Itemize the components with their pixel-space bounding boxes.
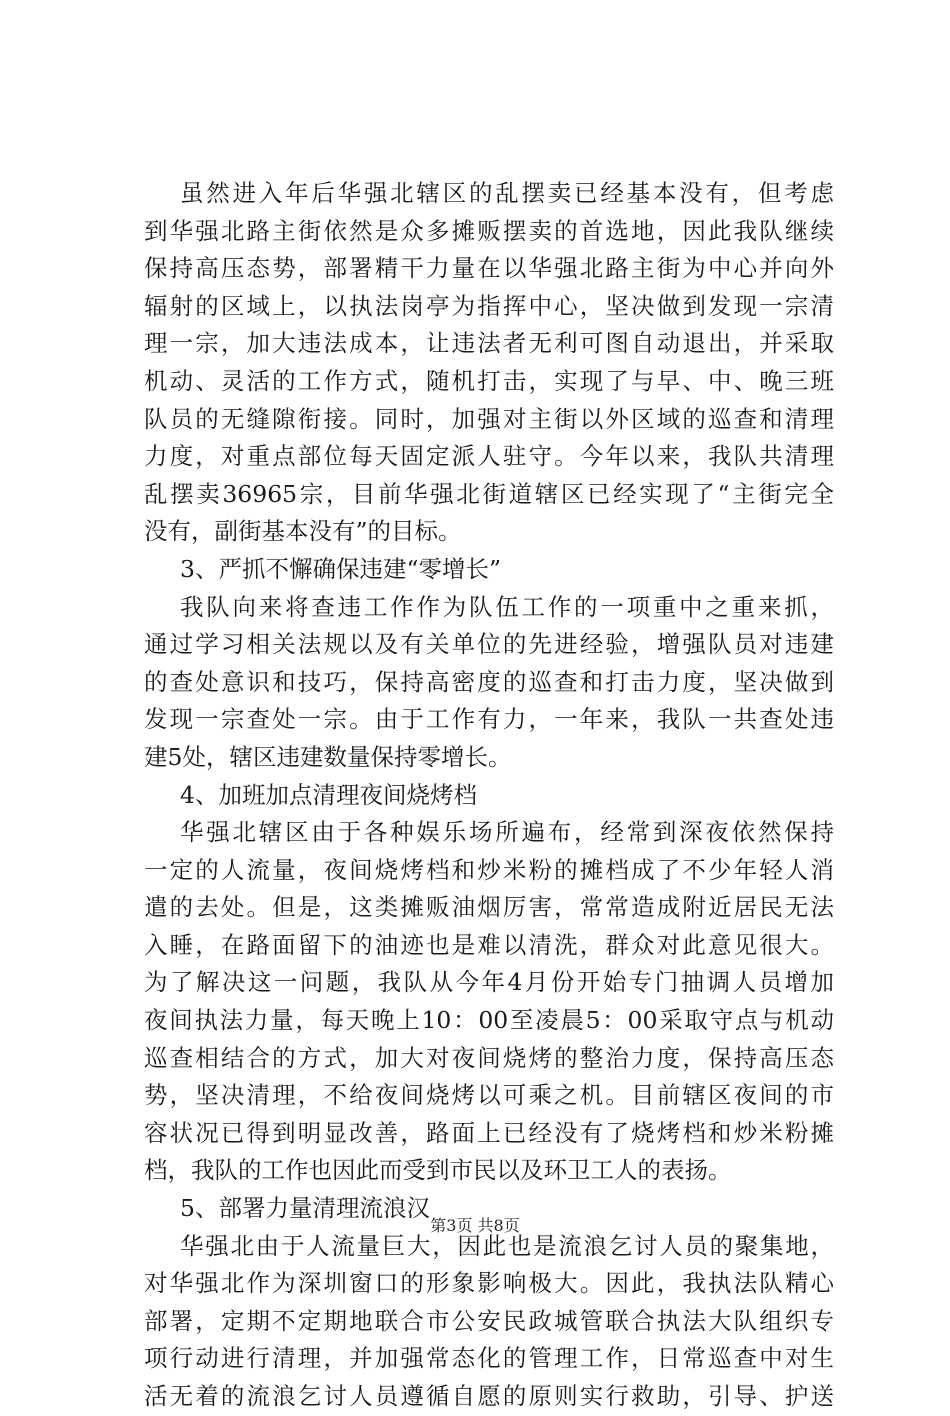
text-line: 夜间执法力量，每天晚上10：00至凌晨5：00采取守点与机动 <box>144 1006 834 1035</box>
text-line: 活无着的流浪乞讨人员遵循自愿的原则实行救助，引导、护送 <box>144 1382 834 1410</box>
text-line: 发现一宗查处一宗。由于工作有力，一年来，我队一共查处违 <box>144 705 834 734</box>
section-heading: 5、部署力量清理流浪汉 <box>180 1194 430 1223</box>
text-line: 容状况已得到明显改善，路面上已经没有了烧烤档和炒米粉摊 <box>144 1118 834 1147</box>
section-heading: 3、严抓不懈确保违建“零增长” <box>180 554 501 583</box>
text-line: 机动、灵活的工作方式，随机打击，实现了与早、中、晚三班 <box>144 366 834 395</box>
text-line: 势，坚决清理，不给夜间烧烤以可乘之机。目前辖区夜间的市 <box>144 1081 834 1110</box>
text-line: 入睡，在路面留下的油迹也是难以清洗，群众对此意见很大。 <box>144 930 834 959</box>
text-line: 虽然进入年后华强北辖区的乱摆卖已经基本没有，但考虑 <box>180 179 834 207</box>
text-line: 一定的人流量，夜间烧烤档和炒米粉的摊档成了不少年轻人消 <box>144 855 834 884</box>
text-line: 队员的无缝隙衔接。同时，加强对主街以外区域的巡查和清理 <box>144 404 834 433</box>
text-line: 辐射的区域上，以执法岗亭为指挥中心，坚决做到发现一宗清 <box>144 291 834 320</box>
text-line: 我队向来将查违工作作为队伍工作的一项重中之重来抓， <box>180 592 834 621</box>
text-line: 通过学习相关法规以及有关单位的先进经验，增强队员对违建 <box>144 630 834 659</box>
text-line: 力度，对重点部位每天固定派人驻守。今年以来，我队共清理 <box>144 442 834 471</box>
text-line: 到华强北路主街依然是众多摊贩摆卖的首选地，因此我队继续 <box>144 216 834 245</box>
text-line: 对华强北作为深圳窗口的形象影响极大。因此，我执法队精心 <box>144 1269 834 1298</box>
text-line: 华强北辖区由于各种娱乐场所遍布，经常到深夜依然保持 <box>180 818 834 847</box>
section-heading: 4、加班加点清理夜间烧烤档 <box>180 780 477 809</box>
text-line: 保持高压态势，部署精干力量在以华强北路主街为中心并向外 <box>144 254 834 283</box>
text-line: 理一宗，加大违法成本，让违法者无利可图自动退出，并采取 <box>144 329 834 358</box>
text-line: 遣的去处。但是，这类摊贩油烟厉害，常常造成附近居民无法 <box>144 893 834 922</box>
text-line: 巡查相结合的方式，加大对夜间烧烤的整治力度，保持高压态 <box>144 1043 834 1072</box>
text-line: 为了解决这一问题，我队从今年4月份开始专门抽调人员增加 <box>144 968 834 997</box>
text-line: 没有，副街基本没有”的目标。 <box>144 517 462 546</box>
text-line: 部署，定期不定期地联合市公安民政城管联合执法大队组织专 <box>144 1306 834 1335</box>
page-footer: 第3页 共8页 <box>430 1216 520 1235</box>
text-line: 档，我队的工作也因此而受到市民以及环卫工人的表扬。 <box>144 1156 732 1185</box>
text-line: 的查处意识和技巧，保持高密度的巡查和打击力度，坚决做到 <box>144 667 834 696</box>
text-line: 建5处，辖区违建数量保持零增长。 <box>144 742 512 771</box>
text-line: 项行动进行清理，并加强常态化的管理工作，日常巡查中对生 <box>144 1344 834 1373</box>
text-line: 乱摆卖36965宗，目前华强北街道辖区已经实现了“主街完全 <box>144 479 834 508</box>
text-line: 华强北由于人流量巨大，因此也是流浪乞讨人员的聚集地， <box>180 1231 834 1260</box>
